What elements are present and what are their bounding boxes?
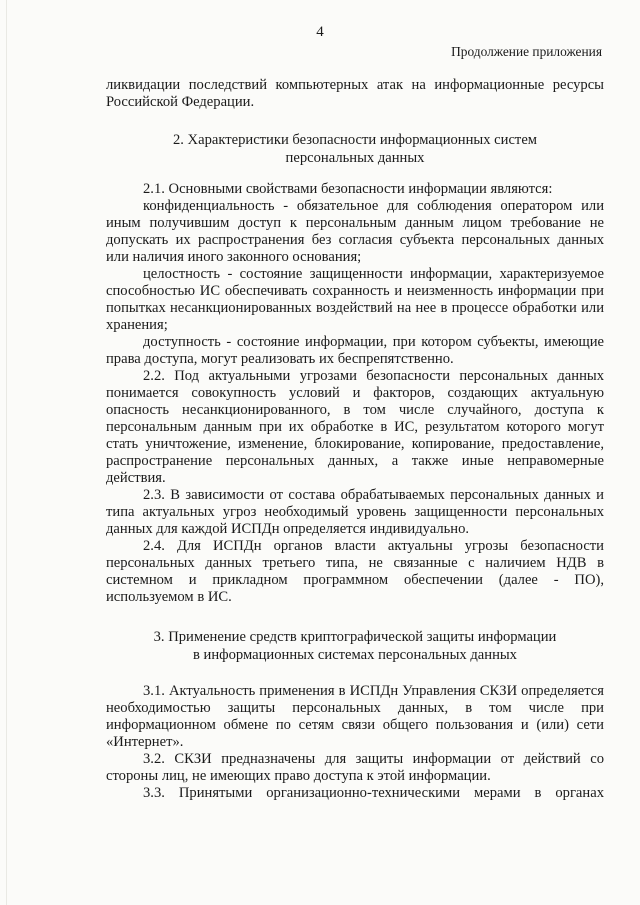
section-3-heading-line-2: в информационных системах персональных данных [193,647,517,663]
page-number: 4 [316,24,324,40]
paragraph-integrity: целостность - состояние защищенности информации, характеризуемое способностью ИС обеспечивать сохранность и неизменность информации при попытках несанкционированных воздействий на нее в процессе обработки или хранения; [106,266,604,333]
intro-line-2: Российской Федерации. [106,94,255,110]
paragraph-2-2: 2.2. Под актуальными угрозами безопасности персональных данных понимается совокупность условий и факторов, создающих актуальную опасность несанкционированного, в том числе случайного, доступа к персональным данным при их обработке в ИС, результатом которого могут стать уничтожение, изменение, блокирование, копирование, предоставление, распространение персональных данных, а также иные неправомерные действия. [106,368,604,486]
paragraph-3-3: 3.3. Принятыми организационно-техническими мерами в органах [143,785,604,801]
paragraph-2-1: 2.1. Основными свойствами безопасности информации являются: [143,181,553,197]
page-edge-shadow [6,0,7,905]
section-3-heading [106,628,604,664]
appendix-continuation-note: Продолжение приложения [451,44,602,59]
paragraph-3-1: 3.1. Актуальность применения в ИСПДн Управления СКЗИ определяется необходимостью защиты персональных данных, в том числе при информационном обмене по сетям связи общего пользования и (или) сети «Интернет». [106,683,604,750]
paragraph-availability: доступность - состояние информации, при котором субъекты, имеющие права доступа, могут реализовать их беспрепятственно. [106,334,604,367]
paragraph-2-3: 2.3. В зависимости от состава обрабатываемых персональных данных и типа актуальных угроз необходимый уровень защищенности персональных данных для каждой ИСПДн определяется индивидуально. [106,487,604,537]
intro-paragraph [106,77,604,111]
section-2-heading [106,131,604,167]
paragraph-3-2: 3.2. СКЗИ предназначены для защиты информации от действий со стороны лиц, не имеющих право доступа к этой информации. [106,751,604,784]
paragraph-2-4: 2.4. Для ИСПДн органов власти актуальны угрозы безопасности персональных данных третьего типа, не связанные с наличием НДВ в системном и прикладном программном обеспечении (далее - ПО), используемом в ИС. [106,538,604,605]
section-2-body [106,181,604,606]
section-2-heading-line-1: 2. Характеристики безопасности информационных систем [172,132,538,148]
intro-line-1: ликвидации последствий компьютерных атак на информационные ресурсы [106,77,604,93]
section-3-heading-line-1: 3. Применение средств криптографической защиты информации [153,629,557,645]
paragraph-confidentiality: конфиденциальность - обязательное для соблюдения оператором или иным получившим доступ к персональным данным лицом требование не допускать их распространения без согласия субъекта персональных данных или наличия иного законного основания; [106,198,604,265]
section-3-body [106,683,604,802]
section-2-heading-line-2: персональных данных [285,150,425,166]
